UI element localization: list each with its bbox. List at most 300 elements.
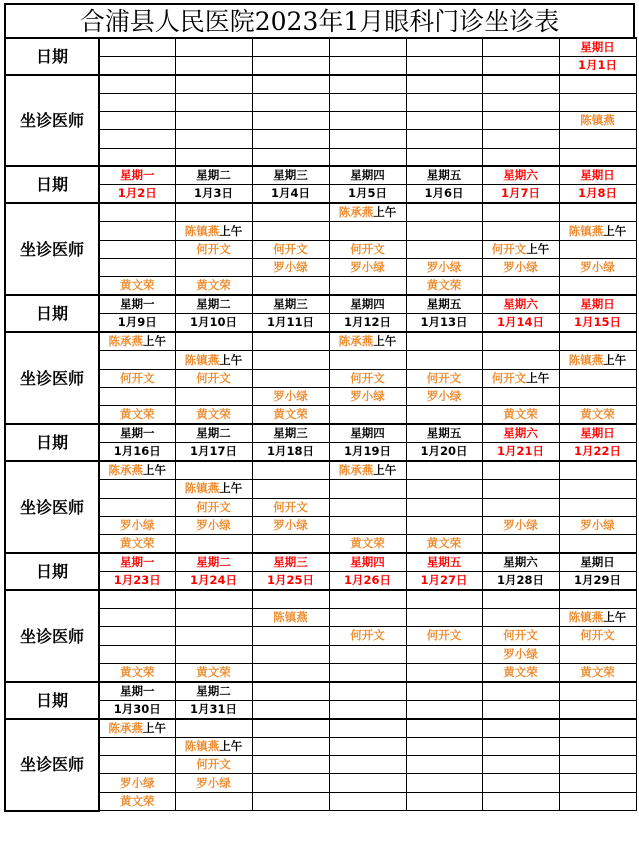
slot-cell	[329, 663, 406, 682]
slot-cell	[252, 590, 329, 608]
slot-cell	[406, 737, 482, 755]
doctor-slot-row	[5, 203, 636, 222]
slot-cell	[482, 461, 559, 480]
slot-cell	[329, 406, 406, 425]
doctor-name: 陈镇燕	[184, 352, 220, 367]
session-suffix: 上午	[143, 463, 166, 478]
slot-cell	[406, 480, 482, 498]
week-date-row	[5, 185, 636, 204]
slot-cell	[252, 406, 329, 425]
slot-cell	[406, 240, 482, 258]
doctor-name: 黄文荣	[503, 407, 538, 422]
doctor-slot-row	[5, 774, 636, 792]
date-cell: 1月29日	[559, 572, 636, 591]
schedule-table	[4, 37, 637, 812]
session-suffix: 上午	[526, 370, 550, 385]
day-cell	[252, 38, 329, 57]
doctor-name: 黄文荣	[273, 407, 308, 422]
slot-cell	[482, 737, 559, 755]
slot-cell	[559, 148, 636, 166]
day-cell: 星期五	[406, 424, 482, 443]
doctor-slot-row	[5, 130, 636, 148]
slot-cell	[175, 332, 252, 351]
session-suffix: 上午	[219, 223, 243, 238]
slot-cell	[99, 332, 175, 351]
slot-cell	[482, 387, 559, 405]
date-cell: 1月2日	[99, 185, 175, 204]
slot-cell	[559, 498, 636, 516]
date-cell: 1月30日	[99, 700, 175, 719]
slot-cell	[482, 608, 559, 626]
doctor-label: 坐诊医师	[5, 590, 99, 682]
day-cell: 星期四	[329, 166, 406, 185]
slot-cell	[559, 792, 636, 810]
slot-cell	[252, 93, 329, 111]
slot-cell	[99, 535, 175, 554]
slot-cell	[406, 93, 482, 111]
slot-cell	[175, 480, 252, 498]
slot-cell	[252, 130, 329, 148]
day-cell: 星期一	[99, 553, 175, 572]
slot-cell	[482, 148, 559, 166]
doctor-slot-row	[5, 737, 636, 755]
day-cell: 星期二	[175, 553, 252, 572]
slot-cell	[482, 719, 559, 738]
slot-cell	[559, 756, 636, 774]
slot-cell	[406, 387, 482, 405]
slot-cell	[175, 351, 252, 369]
slot-cell	[559, 480, 636, 498]
session-suffix: 上午	[373, 205, 397, 220]
day-cell	[559, 682, 636, 701]
slot-cell	[406, 627, 482, 645]
date-label: 日期	[5, 424, 99, 461]
slot-cell	[482, 590, 559, 608]
slot-cell	[406, 774, 482, 792]
slot-cell	[252, 663, 329, 682]
slot-cell	[482, 259, 559, 277]
slot-cell	[406, 516, 482, 534]
slot-cell	[559, 222, 636, 240]
slot-cell	[99, 516, 175, 534]
week-date-row	[5, 57, 636, 76]
session-suffix: 上午	[219, 738, 243, 753]
slot-cell	[482, 130, 559, 148]
day-cell	[406, 682, 482, 701]
doctor-name: 陈镇燕	[184, 481, 220, 496]
slot-cell	[559, 406, 636, 425]
date-cell	[175, 57, 252, 76]
slot-cell	[99, 498, 175, 516]
doctor-slot-row	[5, 663, 636, 682]
slot-cell	[406, 259, 482, 277]
slot-cell	[482, 332, 559, 351]
slot-cell	[329, 148, 406, 166]
slot-cell	[482, 627, 559, 645]
day-cell: 星期三	[252, 553, 329, 572]
slot-cell	[559, 516, 636, 534]
date-cell: 1月15日	[559, 314, 636, 333]
date-cell: 1月18日	[252, 443, 329, 462]
slot-cell	[175, 627, 252, 645]
doctor-slot-row	[5, 535, 636, 554]
doctor-name: 何开文	[426, 628, 462, 643]
slot-cell	[559, 332, 636, 351]
slot-cell	[175, 240, 252, 258]
session-suffix: 上午	[143, 334, 166, 349]
doctor-name: 罗小绿	[503, 260, 538, 275]
slot-cell	[329, 332, 406, 351]
doctor-slot-row	[5, 645, 636, 663]
slot-cell	[99, 406, 175, 425]
doctor-slot-row	[5, 406, 636, 425]
slot-cell	[329, 93, 406, 111]
day-cell: 星期六	[482, 295, 559, 314]
slot-cell	[175, 130, 252, 148]
doctor-name: 何开文	[491, 241, 527, 256]
slot-cell	[559, 627, 636, 645]
doctor-name: 何开文	[350, 241, 385, 256]
doctor-name: 陈承燕	[108, 720, 143, 735]
page-title: 合浦县人民医院2023年1月眼科门诊坐诊表	[4, 3, 635, 37]
slot-cell	[406, 590, 482, 608]
slot-cell	[99, 387, 175, 405]
slot-cell	[482, 75, 559, 93]
date-cell: 1月20日	[406, 443, 482, 462]
day-cell: 星期日	[559, 553, 636, 572]
day-cell	[482, 38, 559, 57]
date-cell: 1月14日	[482, 314, 559, 333]
doctor-name: 何开文	[491, 370, 527, 385]
slot-cell	[99, 277, 175, 296]
slot-cell	[329, 130, 406, 148]
doctor-label: 坐诊医师	[5, 719, 99, 811]
slot-cell	[482, 222, 559, 240]
slot-cell	[406, 369, 482, 387]
doctor-name: 黄文荣	[426, 536, 462, 551]
slot-cell	[406, 719, 482, 738]
slot-cell	[329, 369, 406, 387]
slot-cell	[559, 535, 636, 554]
doctor-name: 罗小绿	[273, 518, 308, 532]
slot-cell	[559, 774, 636, 792]
slot-cell	[252, 719, 329, 738]
slot-cell	[252, 756, 329, 774]
slot-cell	[406, 222, 482, 240]
doctor-name: 陈承燕	[338, 334, 374, 349]
doctor-name: 陈承燕	[108, 334, 143, 349]
session-suffix: 上午	[373, 334, 397, 349]
slot-cell	[482, 498, 559, 516]
date-cell: 1月21日	[482, 443, 559, 462]
slot-cell	[482, 406, 559, 425]
slot-cell	[559, 737, 636, 755]
slot-cell	[99, 756, 175, 774]
date-cell: 1月1日	[559, 57, 636, 76]
session-suffix: 上午	[219, 352, 243, 367]
slot-cell	[406, 332, 482, 351]
slot-cell	[406, 792, 482, 810]
slot-cell	[175, 774, 252, 792]
date-cell: 1月19日	[329, 443, 406, 462]
doctor-label: 坐诊医师	[5, 75, 99, 166]
slot-cell	[482, 535, 559, 554]
slot-cell	[99, 719, 175, 738]
slot-cell	[482, 645, 559, 663]
slot-cell	[559, 387, 636, 405]
doctor-name: 何开文	[350, 370, 385, 385]
date-cell: 1月9日	[99, 314, 175, 333]
slot-cell	[252, 75, 329, 93]
doctor-slot-row	[5, 608, 636, 626]
slot-cell	[99, 645, 175, 663]
slot-cell	[329, 516, 406, 534]
slot-cell	[99, 130, 175, 148]
slot-cell	[329, 203, 406, 222]
date-cell: 1月5日	[329, 185, 406, 204]
week-date-row	[5, 314, 636, 333]
slot-cell	[175, 737, 252, 755]
slot-cell	[406, 203, 482, 222]
week-day-row	[5, 295, 636, 314]
doctor-slot-row	[5, 75, 636, 93]
slot-cell	[559, 203, 636, 222]
slot-cell	[329, 480, 406, 498]
slot-cell	[406, 130, 482, 148]
day-cell: 星期五	[406, 166, 482, 185]
doctor-name: 罗小绿	[273, 260, 308, 275]
slot-cell	[329, 222, 406, 240]
slot-cell	[99, 75, 175, 93]
doctor-name: 黄文荣	[580, 664, 615, 679]
doctor-label: 坐诊医师	[5, 203, 99, 295]
session-suffix: 上午	[526, 241, 550, 256]
slot-cell	[329, 756, 406, 774]
slot-cell	[329, 240, 406, 258]
slot-cell	[252, 608, 329, 626]
slot-cell	[99, 608, 175, 626]
slot-cell	[175, 663, 252, 682]
date-cell: 1月7日	[482, 185, 559, 204]
doctor-name: 何开文	[273, 241, 308, 256]
slot-cell	[99, 461, 175, 480]
doctor-slot-row	[5, 627, 636, 645]
week-day-row	[5, 553, 636, 572]
doctor-name: 黄文荣	[426, 278, 462, 293]
doctor-name: 黄文荣	[120, 536, 155, 551]
doctor-slot-row	[5, 112, 636, 130]
slot-cell	[252, 203, 329, 222]
date-cell: 1月22日	[559, 443, 636, 462]
doctor-name: 罗小绿	[503, 646, 538, 661]
slot-cell	[329, 627, 406, 645]
doctor-name: 陈承燕	[108, 463, 143, 478]
slot-cell	[99, 259, 175, 277]
week-date-row	[5, 572, 636, 591]
slot-cell	[175, 590, 252, 608]
date-cell: 1月28日	[482, 572, 559, 591]
slot-cell	[406, 663, 482, 682]
slot-cell	[99, 240, 175, 258]
slot-cell	[559, 93, 636, 111]
date-cell: 1月4日	[252, 185, 329, 204]
date-cell: 1月23日	[99, 572, 175, 591]
date-label: 日期	[5, 682, 99, 719]
doctor-name: 罗小绿	[426, 389, 462, 404]
doctor-name: 陈承燕	[338, 463, 374, 478]
day-cell: 星期一	[99, 166, 175, 185]
slot-cell	[99, 663, 175, 682]
doctor-name: 黄文荣	[196, 278, 231, 293]
doctor-slot-row	[5, 719, 636, 738]
slot-cell	[482, 277, 559, 296]
slot-cell	[252, 645, 329, 663]
doctor-name: 罗小绿	[580, 260, 615, 275]
doctor-name: 何开文	[196, 241, 231, 256]
slot-cell	[252, 737, 329, 755]
slot-cell	[99, 148, 175, 166]
doctor-name: 黄文荣	[120, 278, 155, 293]
day-cell: 星期一	[99, 295, 175, 314]
doctor-slot-row	[5, 332, 636, 351]
slot-cell	[482, 351, 559, 369]
doctor-slot-row	[5, 277, 636, 296]
slot-cell	[329, 645, 406, 663]
day-cell: 星期日	[559, 166, 636, 185]
doctor-name: 陈镇燕	[568, 352, 604, 367]
slot-cell	[175, 608, 252, 626]
doctor-slot-row	[5, 351, 636, 369]
doctor-name: 黄文荣	[120, 793, 155, 808]
slot-cell	[482, 203, 559, 222]
slot-cell	[175, 369, 252, 387]
doctor-slot-row	[5, 756, 636, 774]
session-suffix: 上午	[603, 352, 627, 367]
slot-cell	[252, 792, 329, 810]
slot-cell	[252, 480, 329, 498]
slot-cell	[252, 240, 329, 258]
slot-cell	[482, 756, 559, 774]
doctor-slot-row	[5, 369, 636, 387]
slot-cell	[406, 756, 482, 774]
slot-cell	[252, 774, 329, 792]
slot-cell	[559, 461, 636, 480]
doctor-name: 陈承燕	[338, 205, 374, 220]
day-cell	[252, 682, 329, 701]
slot-cell	[329, 461, 406, 480]
slot-cell	[175, 719, 252, 738]
doctor-name: 罗小绿	[120, 518, 155, 532]
slot-cell	[99, 93, 175, 111]
slot-cell	[175, 792, 252, 810]
date-cell	[252, 700, 329, 719]
slot-cell	[175, 498, 252, 516]
slot-cell	[559, 663, 636, 682]
slot-cell	[559, 351, 636, 369]
day-cell	[406, 38, 482, 57]
week-date-row	[5, 443, 636, 462]
slot-cell	[559, 112, 636, 130]
doctor-name: 陈镇燕	[580, 113, 615, 128]
doctor-label: 坐诊医师	[5, 332, 99, 424]
doctor-slot-row	[5, 259, 636, 277]
day-cell: 星期日	[559, 424, 636, 443]
doctor-slot-row	[5, 590, 636, 608]
date-cell: 1月26日	[329, 572, 406, 591]
date-cell	[329, 700, 406, 719]
day-cell: 星期日	[559, 38, 636, 57]
slot-cell	[99, 737, 175, 755]
slot-cell	[252, 148, 329, 166]
week-day-row	[5, 38, 636, 57]
date-cell: 1月11日	[252, 314, 329, 333]
doctor-name: 陈镇燕	[568, 223, 604, 238]
day-cell: 星期三	[252, 295, 329, 314]
slot-cell	[406, 351, 482, 369]
slot-cell	[406, 645, 482, 663]
doctor-name: 罗小绿	[196, 775, 231, 790]
doctor-name: 黄文荣	[580, 407, 615, 422]
slot-cell	[252, 535, 329, 554]
doctor-name: 黄文荣	[120, 407, 155, 422]
date-cell: 1月24日	[175, 572, 252, 591]
slot-cell	[99, 369, 175, 387]
doctor-name: 罗小绿	[503, 518, 538, 532]
slot-cell	[406, 112, 482, 130]
slot-cell	[559, 369, 636, 387]
day-cell: 星期一	[99, 424, 175, 443]
slot-cell	[252, 332, 329, 351]
slot-cell	[252, 277, 329, 296]
doctor-slot-row	[5, 480, 636, 498]
slot-cell	[329, 590, 406, 608]
slot-cell	[406, 498, 482, 516]
slot-cell	[482, 792, 559, 810]
doctor-label: 坐诊医师	[5, 461, 99, 553]
date-cell: 1月16日	[99, 443, 175, 462]
slot-cell	[559, 277, 636, 296]
slot-cell	[175, 461, 252, 480]
day-cell: 星期日	[559, 295, 636, 314]
date-cell: 1月13日	[406, 314, 482, 333]
date-cell	[559, 700, 636, 719]
doctor-name: 何开文	[196, 757, 231, 772]
slot-cell	[175, 112, 252, 130]
slot-cell	[482, 480, 559, 498]
slot-cell	[329, 608, 406, 626]
slot-cell	[252, 498, 329, 516]
slot-cell	[252, 222, 329, 240]
date-cell	[406, 700, 482, 719]
doctor-name: 黄文荣	[196, 664, 231, 679]
date-label: 日期	[5, 553, 99, 590]
doctor-slot-row	[5, 516, 636, 534]
slot-cell	[406, 461, 482, 480]
slot-cell	[559, 75, 636, 93]
slot-cell	[329, 792, 406, 810]
doctor-slot-row	[5, 240, 636, 258]
doctor-name: 罗小绿	[120, 775, 155, 790]
session-suffix: 上午	[603, 610, 627, 625]
date-cell: 1月6日	[406, 185, 482, 204]
slot-cell	[559, 590, 636, 608]
doctor-name: 何开文	[273, 499, 308, 514]
doctor-name: 何开文	[120, 370, 155, 385]
slot-cell	[559, 608, 636, 626]
doctor-name: 黄文荣	[503, 664, 538, 679]
slot-cell	[406, 148, 482, 166]
day-cell: 星期六	[482, 424, 559, 443]
